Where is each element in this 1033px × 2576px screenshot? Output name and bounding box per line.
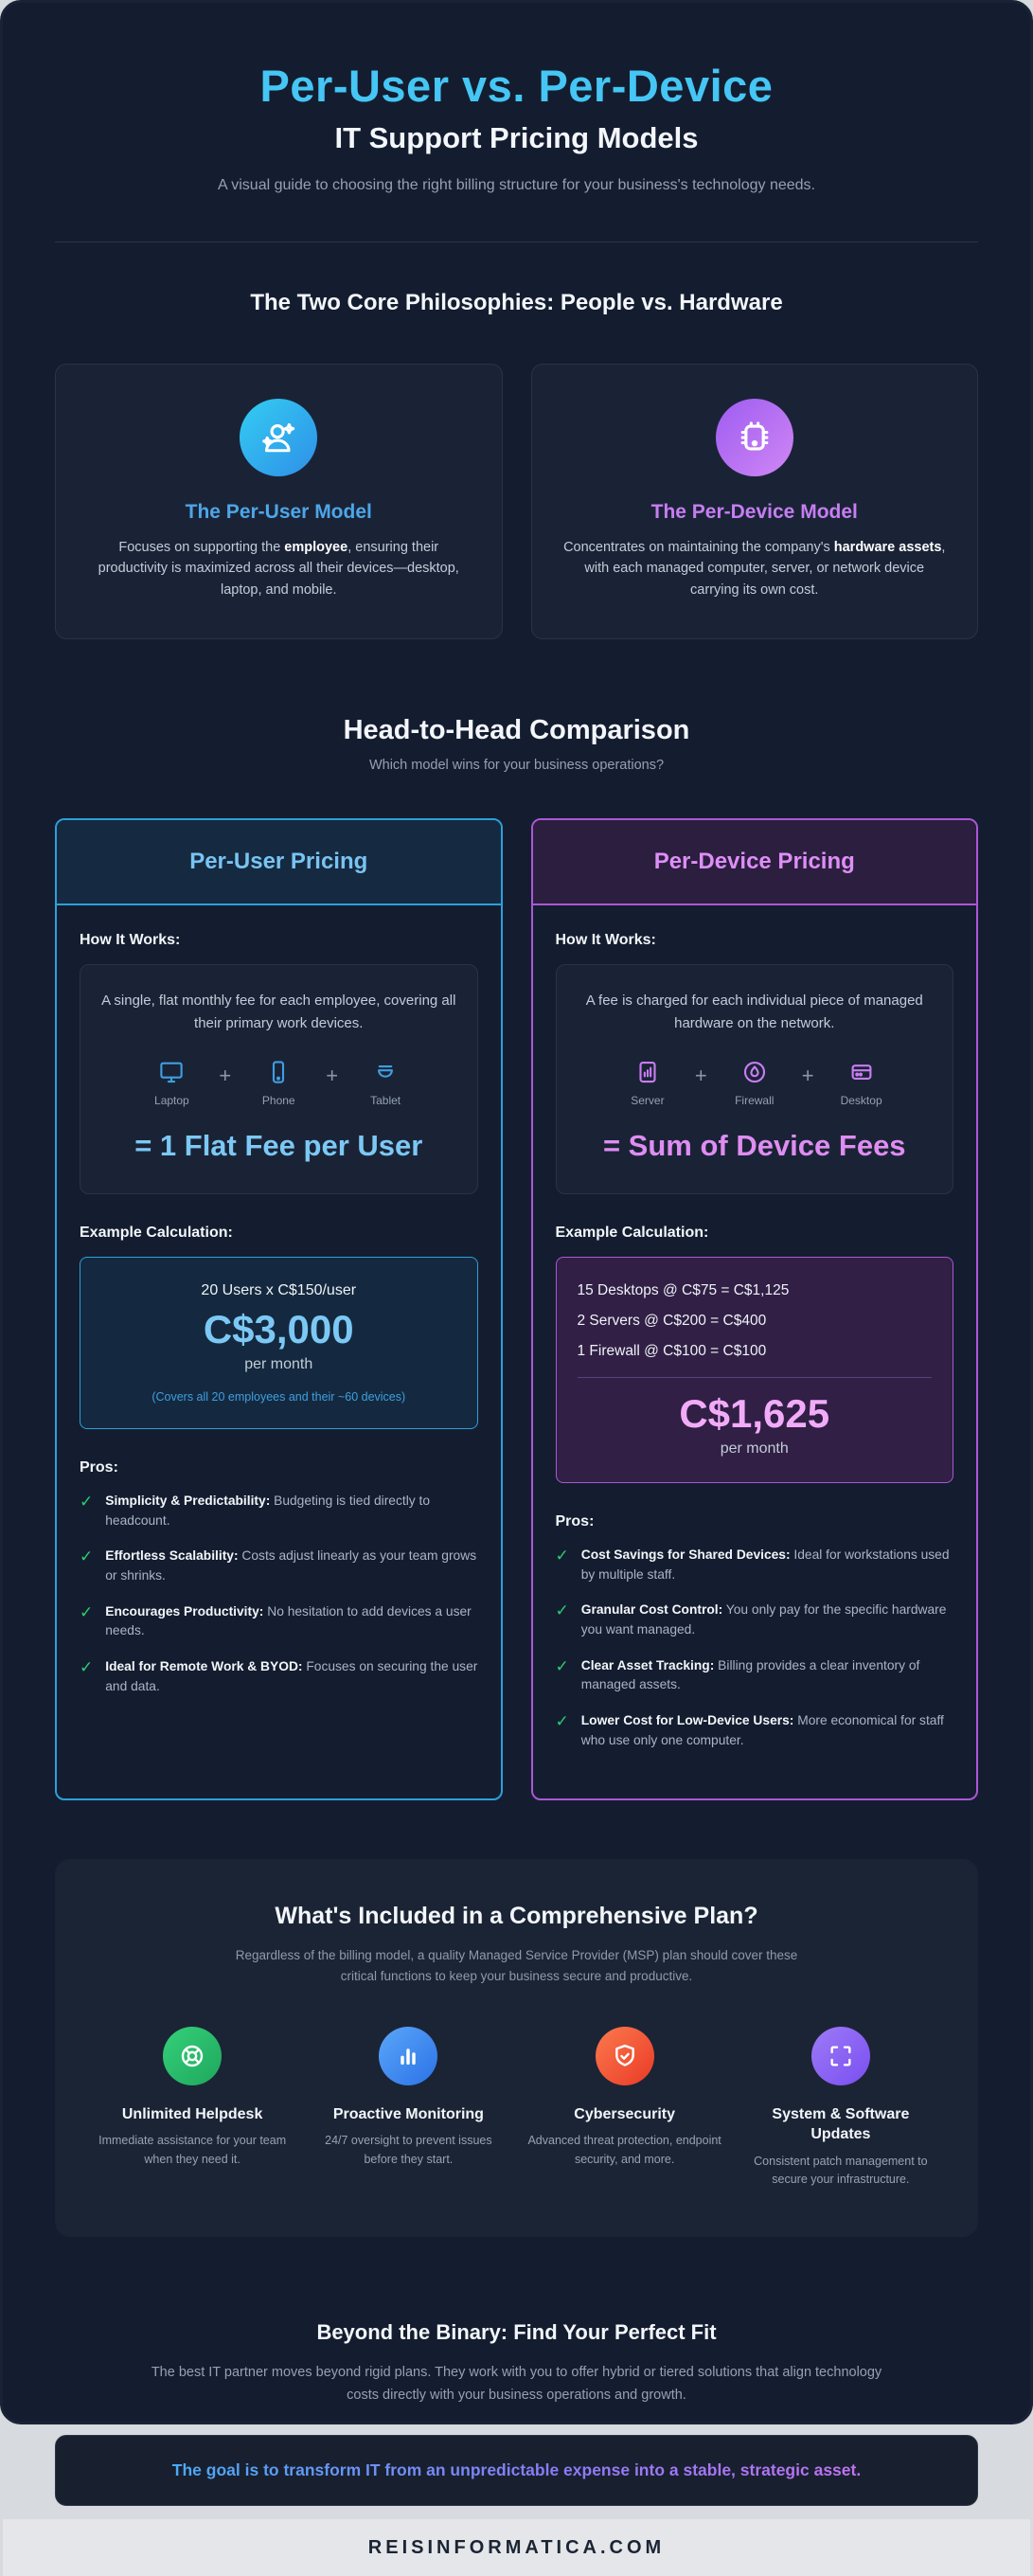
per-user-pricing-body [57,905,501,1744]
feature-desc: Advanced threat protection, endpoint security, and more. [527,2134,721,2166]
per-device-equation: = Sum of Device Fees [602,1129,906,1163]
page-subtitle: IT Support Pricing Models [334,121,699,154]
per-device-how-text: A fee is charged for each individual piece of managed hardware on the network. [585,993,923,1032]
pros-item [556,1601,954,1639]
server-icon [633,1058,662,1086]
firewall-icon [740,1058,769,1086]
device-chip-icon [716,399,793,476]
philosophy-cards-row [55,364,978,639]
phone-icon [264,1058,293,1086]
desktop-icon [847,1058,876,1086]
bar-chart-icon [379,2027,437,2085]
feature-desc: 24/7 oversight to prevent issues before they start. [325,2134,492,2166]
check-icon: ✓ [80,1658,94,1677]
per-device-how-box [556,964,954,1194]
per-user-pricing-title: Per-User Pricing [189,849,368,875]
pros-text: Simplicity & Predictability: Budgeting is tied directly to headcount. [105,1493,431,1528]
feature-desc: Immediate assistance for your team when they need it. [98,2134,287,2166]
pros-label: Pros: [555,1512,595,1530]
device-label: Server [631,1094,665,1108]
features-row [93,2027,940,2190]
goal-statement: The goal is to transform IT from an unpredictable expense into a stable, strategic asset. [75,2460,958,2480]
per-user-example-box [80,1257,478,1429]
body-text-bold: hardware assets [833,539,942,555]
pros-item [556,1546,954,1584]
pros-text: Lower Cost for Low-Device Users: More economical for staff who use only one computer. [580,1713,944,1747]
comparison-subheading: Which model wins for your business operations? [368,758,665,774]
device-item-tablet [351,1058,419,1107]
example-calculation-label: Example Calculation: [555,1224,709,1241]
example-divider [578,1377,933,1378]
per-user-pros-list [80,1492,478,1697]
per-device-pricing-body [533,905,977,1798]
pros-item [80,1492,478,1530]
pros-text: Encourages Productivity: No hesitation to add devices a user needs. [105,1603,472,1638]
page-title: Per-User vs. Per-Device [259,61,774,111]
check-icon: ✓ [555,1601,569,1620]
feature-unlimited-helpdesk [93,2027,292,2169]
shield-check-icon [596,2027,654,2085]
pros-text: Clear Asset Tracking: Billing provides a clear inventory of managed assets. [580,1657,920,1692]
device-item-firewall [721,1058,789,1107]
feature-title: System & Software Updates [772,2105,910,2143]
pros-label: Pros: [80,1458,118,1476]
device-label: Firewall [735,1094,775,1108]
plus-sign: + [219,1064,232,1088]
feature-title: Unlimited Helpdesk [121,2105,263,2122]
pros-text: Cost Savings for Shared Devices: Ideal for workstations used by multiple staff. [580,1547,950,1582]
per-user-device-row [99,1058,458,1107]
example-calculation-label: Example Calculation: [80,1224,233,1241]
per-user-how-box [80,964,478,1194]
device-label: Desktop [840,1094,882,1108]
check-icon: ✓ [80,1547,94,1566]
pros-item [80,1602,478,1641]
life-ring-icon [163,2027,222,2085]
page-tagline: A visual guide to choosing the right billing structure for your business's technology needs. [218,177,815,193]
pros-item [556,1656,954,1695]
body-text: Focuses on supporting the [118,539,285,555]
how-it-works-label: How It Works: [80,932,181,949]
per-user-model-body [84,537,472,600]
site-footer [3,2519,1030,2576]
included-heading: What's Included in a Comprehensive Plan? [275,1903,758,1930]
example-line: 2 Servers @ C$200 = C$400 [577,1312,767,1329]
check-icon: ✓ [555,1546,569,1565]
check-icon: ✓ [80,1492,94,1511]
laptop-icon [157,1058,186,1086]
goal-box [55,2435,978,2506]
philosophies-heading: The Two Core Philosophies: People vs. Hardware [250,289,783,315]
conclusion-heading: Beyond the Binary: Find Your Perfect Fit [316,2319,717,2344]
plus-sign: + [801,1064,814,1088]
per-user-model-card [55,364,503,639]
system-updates-icon [811,2027,870,2085]
per-user-how-text: A single, flat monthly fee for each employee, covering all their primary work devices. [101,993,456,1032]
device-item-laptop [137,1058,205,1107]
device-item-server [614,1058,682,1107]
device-item-desktop [828,1058,896,1107]
body-text: , with each managed computer, server, or network device carrying its own cost. [584,539,946,598]
per-user-pricing-header [57,820,501,905]
example-line: 15 Desktops @ C$75 = C$1,125 [577,1281,790,1298]
per-user-pricing-card [55,818,503,1800]
comparison-heading: Head-to-Head Comparison [343,715,690,746]
feature-title: Proactive Monitoring [332,2105,484,2122]
plus-sign: + [326,1064,339,1088]
per-device-model-title: The Per-Device Model [650,500,858,523]
per-device-model-body [561,537,949,600]
check-icon: ✓ [555,1712,569,1731]
per-device-model-card [531,364,979,639]
per-month-label: per month [720,1440,789,1457]
pros-text: Effortless Scalability: Costs adjust linearly as your team grows or shrinks. [105,1548,477,1583]
per-device-pros-list [556,1546,954,1751]
pricing-cards-row [55,818,978,1800]
body-text-bold: employee [284,539,348,555]
pros-item [80,1547,478,1585]
body-text: Concentrates on maintaining the company's [563,539,834,555]
included-panel [55,1859,978,2236]
pros-item [556,1711,954,1750]
feature-cybersecurity [525,2027,724,2169]
pros-item [80,1657,478,1696]
example-line: 1 Firewall @ C$100 = C$100 [577,1342,767,1359]
per-device-device-row [576,1058,935,1107]
example-line: 20 Users x C$150/user [201,1281,357,1298]
per-month-label: per month [244,1355,313,1372]
feature-system-updates [741,2027,940,2190]
per-device-pricing-header [533,820,977,905]
included-subheading: Regardless of the billing model, a quality Managed Service Provider (MSP) plan should cover these critical functions to keep your business secure and productive. [235,1948,798,1984]
device-label: Tablet [370,1094,401,1108]
poster-content [3,3,1030,2519]
per-user-total: C$3,000 [203,1306,354,1351]
pros-text: Granular Cost Control: You only pay for the specific hardware you want managed. [580,1602,947,1637]
site-domain: REISINFORMATICA.COM [367,2536,666,2558]
check-icon: ✓ [555,1656,569,1675]
pros-text: Ideal for Remote Work & BYOD: Focuses on securing the user and data. [105,1659,478,1693]
per-user-model-title: The Per-User Model [185,500,372,523]
per-device-pricing-title: Per-Device Pricing [653,849,855,875]
per-user-equation: = 1 Flat Fee per User [134,1129,423,1163]
per-user-note: (Covers all 20 employees and their ~60 devices) [151,1389,406,1404]
feature-desc: Consistent patch management to secure your infrastructure. [754,2154,928,2187]
how-it-works-label: How It Works: [555,932,656,949]
device-label: Laptop [154,1094,189,1108]
check-icon: ✓ [80,1602,94,1621]
user-sparkles-icon [240,399,317,476]
feature-proactive-monitoring [309,2027,508,2169]
device-item-phone [244,1058,312,1107]
device-label: Phone [261,1094,295,1108]
per-device-pricing-card [531,818,979,1800]
per-device-example-box [556,1257,954,1483]
feature-title: Cybersecurity [574,2105,675,2122]
conclusion-body: The best IT partner moves beyond rigid plans. They work with you to offer hybrid or tiered solutions that align technology costs directly with your business operations and growth. [151,2364,882,2403]
body-text: , ensuring their productivity is maximized across all their devices—desktop, laptop, and mobile. [98,539,459,598]
per-device-total: C$1,625 [679,1390,830,1436]
tablet-icon [371,1058,400,1086]
plus-sign: + [694,1064,707,1088]
